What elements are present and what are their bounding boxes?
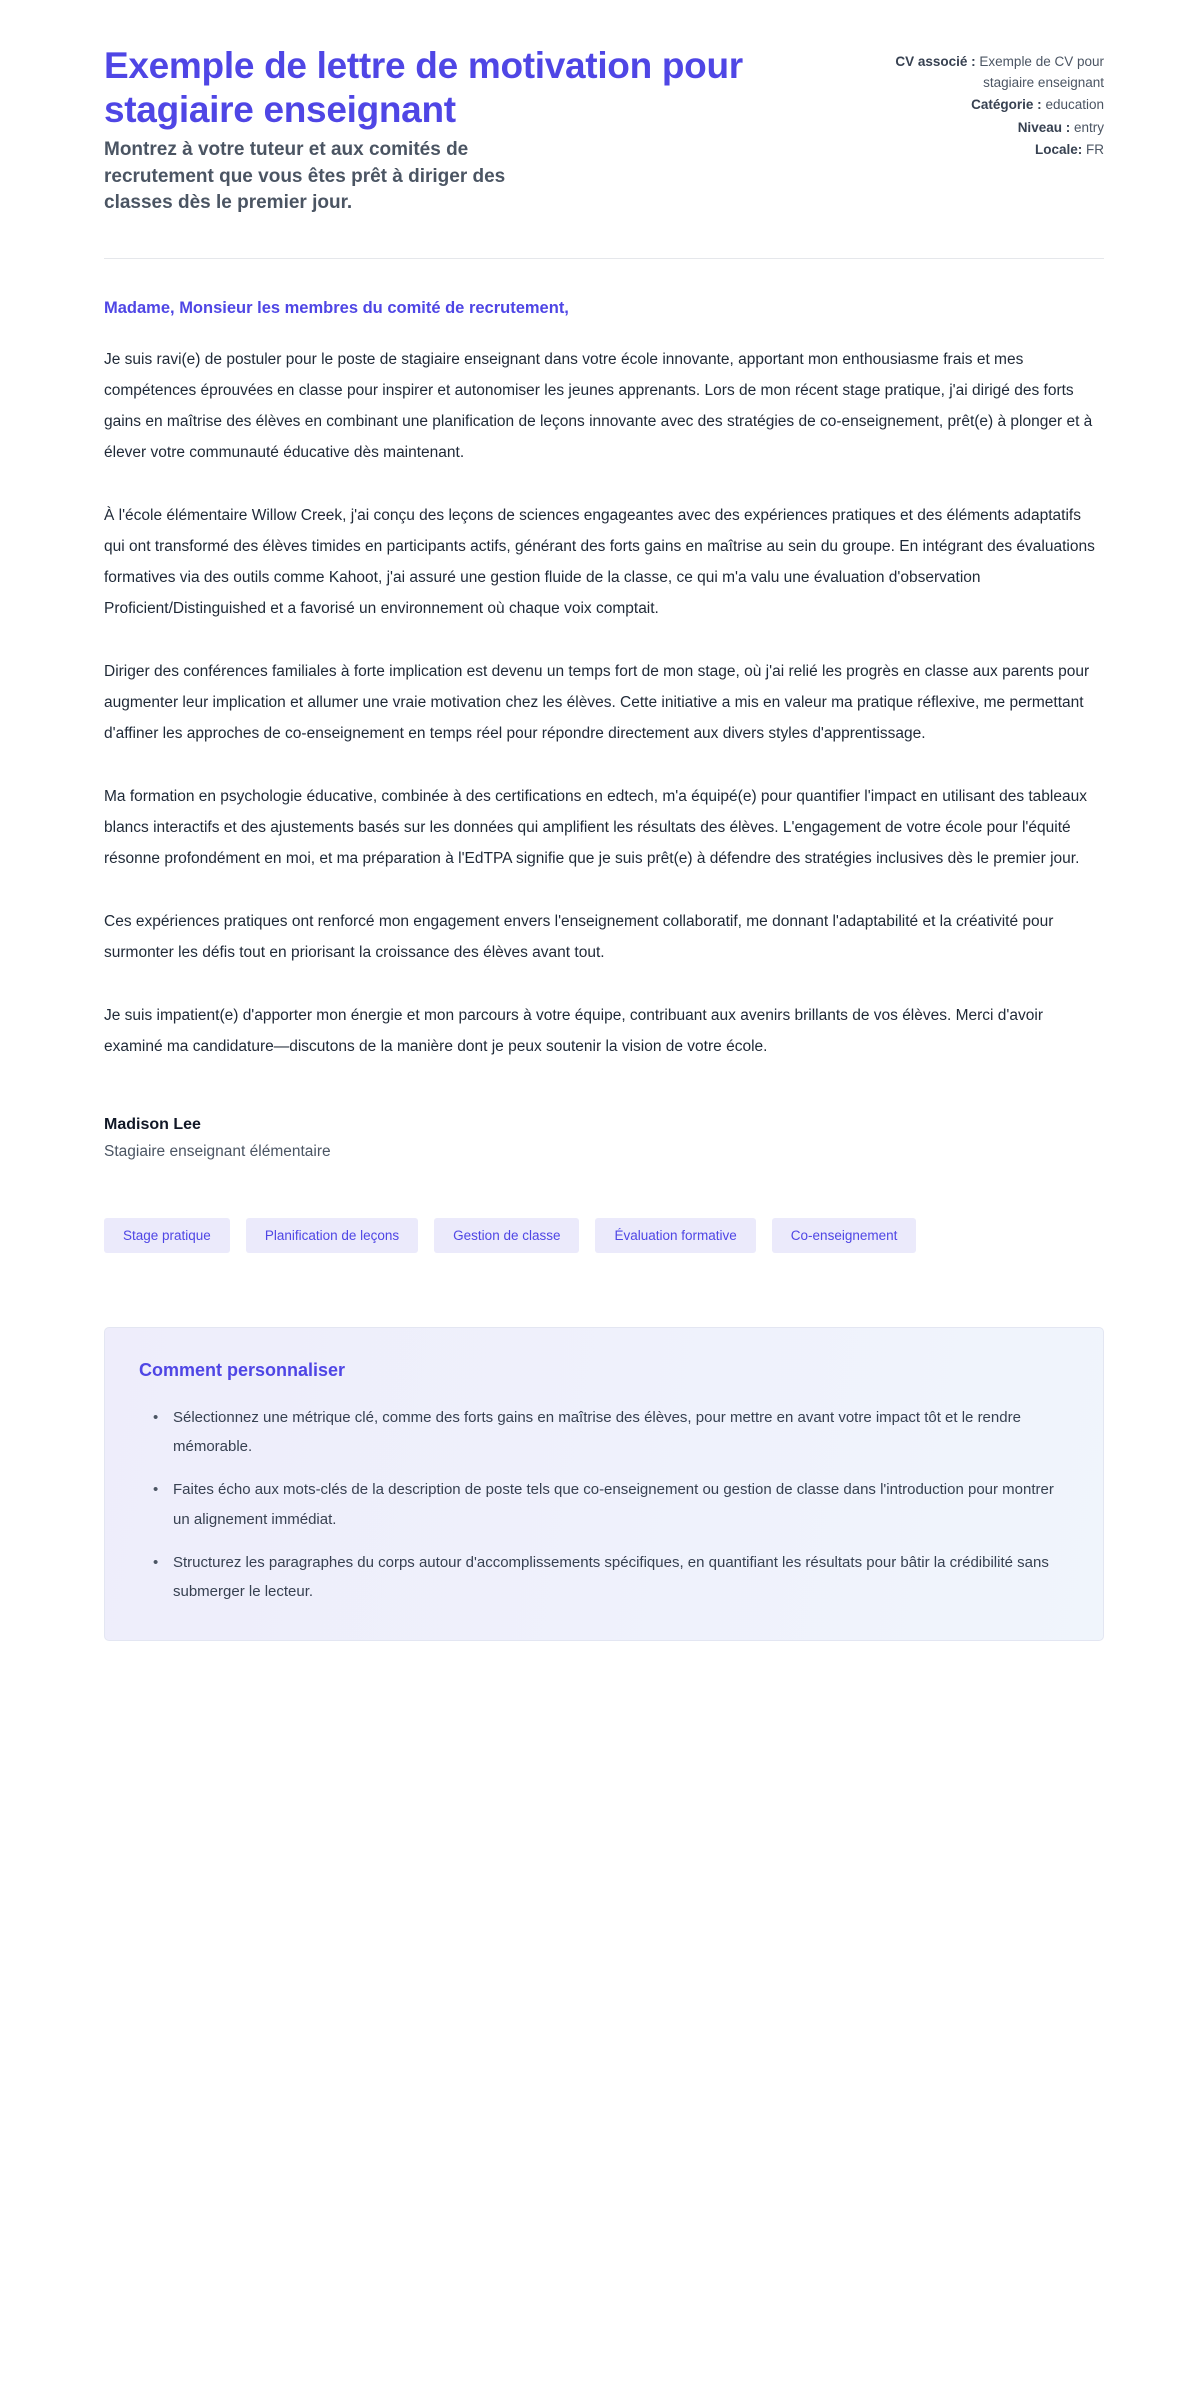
tag-list <box>104 1218 919 1253</box>
letter-paragraphs <box>104 344 1104 1062</box>
callout-tip-list <box>139 1403 1065 1607</box>
letter-paragraph: À l'école élémentaire Willow Creek, j'ai conçu des leçons de sciences engageantes avec des expériences pratiques et des éléments adaptatifs qui ont transformé des élèves timides en participants actifs, générant des forts gains en maîtrise au sein du groupe. En intégrant des évaluations formatives via des outils comme Kahoot, j'ai assuré une gestion fluide de la classe, ce qui m'a valu une évaluation d'observation Proficient/Distinguished et a favorisé un environnement où chaque voix comptait. <box>104 506 1095 617</box>
letter-salutation: Madame, Monsieur les membres du comité de recrutement, <box>104 298 569 317</box>
meta-row-cv <box>889 52 1104 93</box>
signature-block <box>104 1116 1104 1161</box>
meta-value-level: entry <box>1073 119 1104 135</box>
list-item: • Faites écho aux mots-clés de la description de poste tels que co-enseignement ou gestion de classe dans l'introduction pour montrer un alignement immédiat. <box>161 1475 1065 1534</box>
header-text-block <box>104 44 824 216</box>
list-item: • Structurez les paragraphes du corps autour d'accomplissements spécifiques, en quantifiant les résultats pour bâtir la crédibilité sans submerger le lecteur. <box>161 1548 1065 1607</box>
meta-row-category <box>889 95 1104 116</box>
tag-chip[interactable]: Évaluation formative <box>595 1218 755 1253</box>
meta-label-cv: CV associé : <box>895 54 976 69</box>
tag-chip[interactable]: Co-enseignement <box>772 1218 917 1253</box>
document-metadata <box>889 44 1104 163</box>
meta-value-cv: Exemple de CV pour stagiaire enseignant <box>979 54 1104 90</box>
callout-title: Comment personnaliser <box>139 1359 346 1380</box>
tag-chip[interactable]: Stage pratique <box>104 1218 230 1253</box>
letter-paragraph: Ma formation en psychologie éducative, combinée à des certifications en edtech, m'a équipé(e) pour quantifier l'impact en utilisant des tableaux blancs interactifs et des ajustements basés sur les données qui amplifient les résultats des élèves. L'engagement de votre école pour l'équité résonne profondément en moi, et ma préparation à l'EdTPA signifie que je suis prêt(e) à défendre des stratégies inclusives dès le premier jour. <box>104 787 1087 867</box>
meta-row-level <box>889 118 1104 139</box>
meta-row-locale <box>889 140 1104 161</box>
letter-paragraph: Ces expériences pratiques ont renforcé mon engagement envers l'enseignement collaboratif, me donnant l'adaptabilité et la créativité pour surmonter les défis tout en priorisant la croissance des élèves avant tout. <box>104 912 1054 961</box>
page-title: Exemple de lettre de motivation pour stagiaire enseignant <box>104 45 743 130</box>
signature-name: Madison Lee <box>104 1115 201 1133</box>
meta-label-locale: Locale: <box>1034 142 1083 158</box>
meta-value-category: education <box>1045 97 1104 113</box>
letter-paragraph: Je suis impatient(e) d'apporter mon énergie et mon parcours à votre équipe, contribuant aux avenirs brillants de vos élèves. Merci d'avoir examiné ma candidature—discutons de la manière dont je peux soutenir la vision de votre école. <box>104 1006 1043 1055</box>
page-subtitle: Montrez à votre tuteur et aux comités de recrutement que vous êtes prêt à diriger des classes dès le premier jour. <box>104 139 506 213</box>
customization-callout <box>104 1327 1104 1642</box>
document-header <box>104 34 1104 216</box>
cover-letter-body <box>104 259 1104 1642</box>
tag-chip[interactable]: Gestion de classe <box>434 1218 579 1253</box>
tag-chip[interactable]: Planification de leçons <box>246 1218 418 1253</box>
meta-label-level: Niveau : <box>1017 119 1071 135</box>
letter-paragraph: Je suis ravi(e) de postuler pour le poste de stagiaire enseignant dans votre école innovante, apportant mon enthousiasme frais et mes compétences éprouvées en classe pour inspirer et autonomiser les jeunes apprenants. Lors de mon récent stage pratique, j'ai dirigé des forts gains en maîtrise des élèves en combinant une planification de leçons innovante avec des stratégies de co-enseignement, prêt(e) à plonger et à élever votre communauté éducative dès maintenant. <box>104 350 1093 461</box>
meta-label-category: Catégorie : <box>971 97 1042 113</box>
signature-role: Stagiaire enseignant élémentaire <box>104 1142 331 1160</box>
meta-value-locale: FR <box>1086 142 1104 158</box>
list-item: • Sélectionnez une métrique clé, comme des forts gains en maîtrise des élèves, pour mettre en avant votre impact tôt et le rendre mémorable. <box>161 1403 1065 1462</box>
letter-paragraph: Diriger des conférences familiales à forte implication est devenu un temps fort de mon stage, où j'ai relié les progrès en classe aux parents pour augmenter leur implication et allumer une vraie motivation chez les élèves. Cette initiative a mis en valeur ma pratique réflexive, me permettant d'affiner les approches de co-enseignement en temps réel pour répondre directement aux divers styles d'apprentissage. <box>104 662 1090 742</box>
